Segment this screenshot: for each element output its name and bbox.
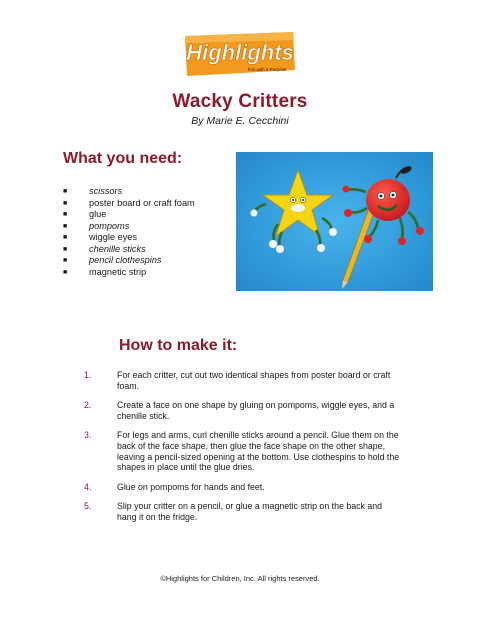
- supply-item: [63, 232, 195, 244]
- bullet-icon: ■: [63, 268, 68, 276]
- instructions-heading: How to make it:: [119, 337, 238, 354]
- step-number: 2.: [84, 400, 92, 411]
- supply-label: glue: [89, 209, 107, 219]
- instruction-step: [84, 370, 404, 391]
- bullet-icon: ■: [63, 245, 68, 253]
- supply-label: poster board or craft foam: [89, 197, 195, 208]
- supply-label: scissors: [89, 186, 123, 196]
- supplies-list: [63, 186, 195, 278]
- step-text: Glue on pompoms for hands and feet.: [117, 481, 265, 492]
- author-byline: By Marie E. Cecchini: [191, 115, 289, 127]
- instructions-list: [84, 370, 404, 532]
- logo-brand: Highlights: [186, 40, 294, 65]
- supplies-heading: What you need:: [63, 150, 183, 167]
- supply-item: [63, 198, 195, 210]
- supply-item: [63, 221, 195, 233]
- supply-item: [63, 186, 195, 198]
- copyright-footer: ©Highlights for Children, Inc. All rights reserved.: [160, 574, 320, 583]
- step-number: 5.: [84, 501, 92, 512]
- instruction-step: [84, 430, 404, 472]
- supply-item: [63, 209, 195, 221]
- supply-item: [63, 244, 195, 256]
- step-number: 1.: [84, 370, 92, 380]
- instruction-step: [84, 501, 404, 522]
- supply-label: magnetic strip: [89, 266, 147, 277]
- supply-label: wiggle eyes: [89, 232, 138, 242]
- step-number: 4.: [84, 481, 92, 492]
- step-text: For each critter, cut out two identical shapes from poster board or craft foam.: [117, 370, 391, 391]
- bullet-icon: ■: [63, 188, 68, 195]
- supply-label: pencil clothespins: [89, 255, 162, 265]
- highlights-logo: [181, 30, 298, 80]
- instruction-step: [84, 400, 404, 421]
- step-text: For legs and arms, curl chenille sticks around a pencil. Glue them on the back of the face shape, then glue the face shape on the other shape, leaving a pencil-sized opening at the bottom. Use clothespins to hold the shapes in place until the glue dries.: [117, 430, 400, 473]
- step-text: Create a face on one shape by gluing on pompoms, wiggle eyes, and a chenille stick.: [117, 400, 395, 421]
- supply-item: [63, 267, 195, 279]
- bullet-icon: ■: [63, 257, 68, 264]
- supply-label: chenille sticks: [89, 243, 146, 254]
- instruction-step: [84, 482, 404, 493]
- craft-photo: [236, 152, 433, 291]
- logo-tagline: Fun with a Purpose: [247, 67, 287, 72]
- step-text: Slip your critter on a pencil, or glue a magnetic strip on the back and hang it on the fridge.: [117, 501, 383, 522]
- step-number: 3.: [84, 430, 92, 441]
- bullet-icon: ■: [63, 234, 68, 241]
- page-title: Wacky Critters: [172, 91, 308, 112]
- supply-item: [63, 255, 195, 267]
- supply-label: pompoms: [89, 220, 130, 231]
- bullet-icon: ■: [63, 199, 68, 207]
- bullet-icon: ■: [63, 211, 68, 218]
- bullet-icon: ■: [63, 222, 68, 230]
